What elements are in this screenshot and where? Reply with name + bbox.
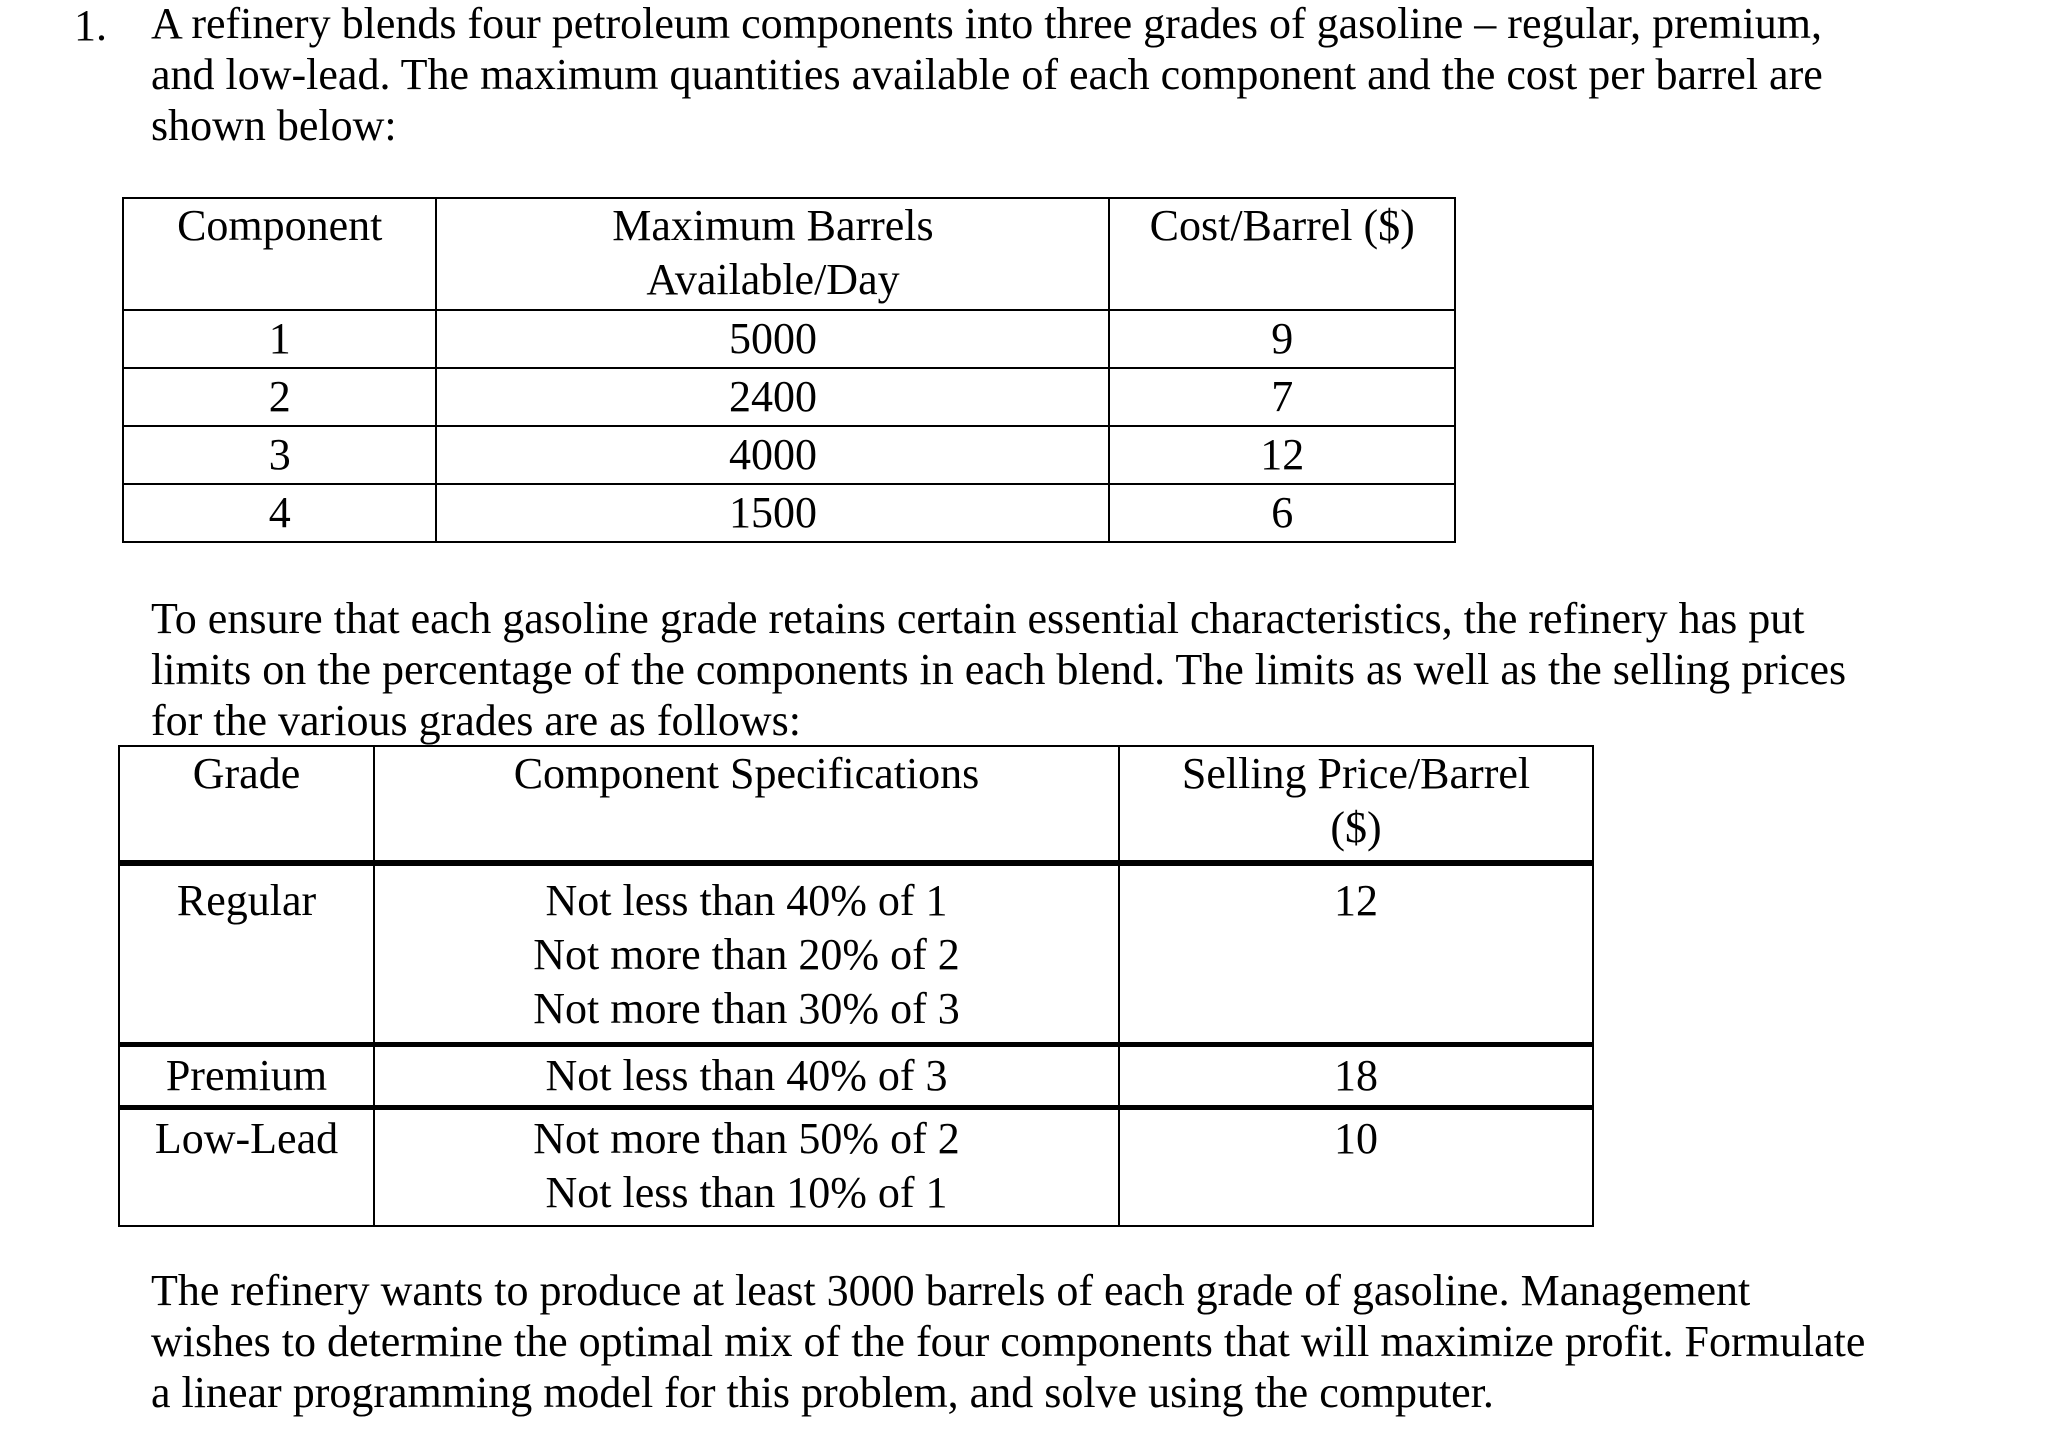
cell-cost: 12 <box>1109 426 1455 484</box>
cell-specs <box>374 1108 1119 1227</box>
cell-cost: 7 <box>1109 368 1455 426</box>
cell-price: 18 <box>1119 1045 1593 1108</box>
header-cost: Cost/Barrel ($) <box>1109 198 1455 310</box>
closing-line: wishes to determine the optimal mix of the four components that will maximize profit. Formulate <box>151 1317 1866 1366</box>
table-row <box>119 1108 1593 1227</box>
cell-component: 3 <box>123 426 436 484</box>
middle-line: To ensure that each gasoline grade retains certain essential characteristics, the refinery has put <box>151 594 1805 643</box>
cell-grade: Low-Lead <box>119 1108 374 1227</box>
middle-line: limits on the percentage of the components in each blend. The limits as well as the selling prices <box>151 645 1847 694</box>
closing-line: The refinery wants to produce at least 3000 barrels of each grade of gasoline. Management <box>151 1266 1751 1315</box>
cell-component: 4 <box>123 484 436 542</box>
header-grade: Grade <box>119 746 374 863</box>
table-header-row <box>123 198 1455 310</box>
cell-specs <box>374 1045 1119 1108</box>
cell-component: 2 <box>123 368 436 426</box>
spec-line: Not less than 10% of 1 <box>545 1168 948 1217</box>
cell-component: 1 <box>123 310 436 368</box>
cell-cost: 6 <box>1109 484 1455 542</box>
middle-paragraph <box>151 593 1846 746</box>
grades-table <box>118 745 1594 1227</box>
header-component: Component <box>123 198 436 310</box>
intro-line: and low-lead. The maximum quantities available of each component and the cost per barrel are <box>151 50 1823 99</box>
cell-max-barrels: 5000 <box>436 310 1109 368</box>
cell-grade: Regular <box>119 863 374 1045</box>
table-row <box>123 368 1455 426</box>
header-price-line1: Selling Price/Barrel <box>1181 749 1531 798</box>
table-row <box>123 426 1455 484</box>
table-row <box>119 863 1593 1045</box>
cell-grade: Premium <box>119 1045 374 1108</box>
table-row <box>119 1045 1593 1108</box>
header-specs: Component Specifications <box>374 746 1119 863</box>
table-header-row <box>119 746 1593 863</box>
cell-max-barrels: 1500 <box>436 484 1109 542</box>
cell-cost: 9 <box>1109 310 1455 368</box>
cell-specs <box>374 863 1119 1045</box>
spec-line: Not less than 40% of 3 <box>545 1051 948 1100</box>
spec-line: Not more than 30% of 3 <box>533 984 960 1033</box>
spec-line: Not more than 20% of 2 <box>533 930 960 979</box>
cell-price: 12 <box>1119 863 1593 1045</box>
intro-line: shown below: <box>151 101 397 150</box>
header-price <box>1119 746 1593 863</box>
closing-line: a linear programming model for this problem, and solve using the computer. <box>151 1368 1494 1417</box>
intro-paragraph <box>151 0 1823 151</box>
spec-line: Not less than 40% of 1 <box>545 876 948 925</box>
cell-price: 10 <box>1119 1108 1593 1227</box>
closing-paragraph <box>151 1265 1865 1418</box>
middle-line: for the various grades are as follows: <box>151 696 802 745</box>
header-price-line2: ($) <box>1330 803 1382 852</box>
header-max-barrels-line1: Maximum Barrels <box>612 201 934 250</box>
intro-line: A refinery blends four petroleum components into three grades of gasoline – regular, premium, <box>151 0 1822 48</box>
header-max-barrels <box>436 198 1109 310</box>
header-max-barrels-line2: Available/Day <box>646 255 900 304</box>
components-table <box>122 197 1456 543</box>
cell-max-barrels: 4000 <box>436 426 1109 484</box>
problem-number: 1. <box>74 1 107 50</box>
table-row <box>123 484 1455 542</box>
spec-line: Not more than 50% of 2 <box>533 1114 960 1163</box>
table-row <box>123 310 1455 368</box>
cell-max-barrels: 2400 <box>436 368 1109 426</box>
